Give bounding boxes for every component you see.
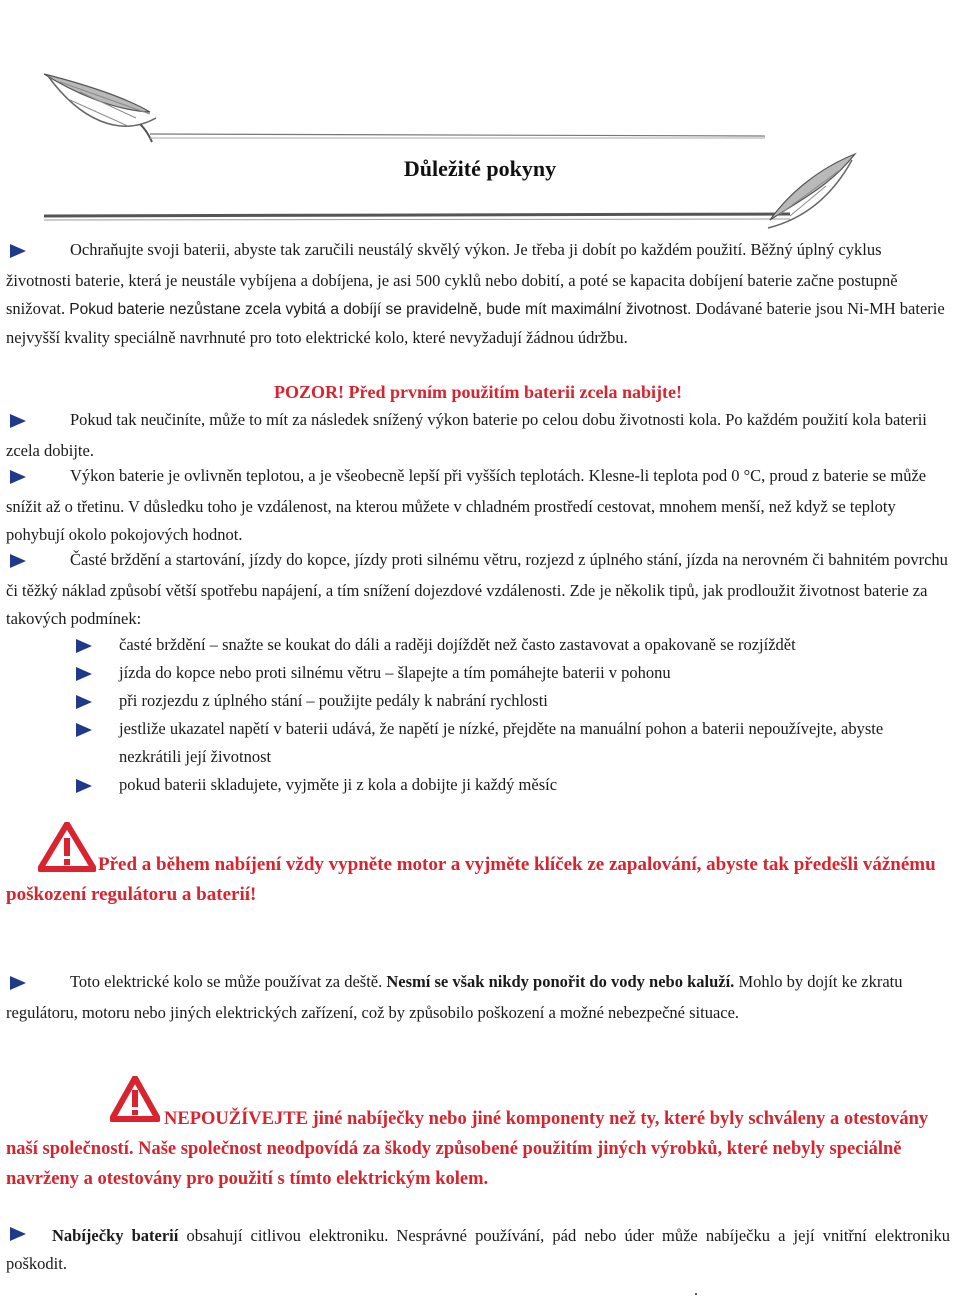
- pozor-notice: POZOR! Před prvním použitím baterii zcela nabijte!: [274, 382, 682, 402]
- page-title: Důležité pokyny: [403, 156, 557, 181]
- triangle-bullet-icon: [76, 667, 92, 681]
- paragraph-temperature: Výkon baterie je ovlivněn teplotou, a je všeobecně lepší při vyšších teplotách. Klesne-li teplota pod 0 °C, proud z baterie se může snížit až o třetinu. V důsledku toho je vzdálenost, na kterou můžete v chladném prostředí cestovat, mnohem menší, než když se teploty pohybují okolo pokojových hodnot.: [6, 462, 950, 549]
- triangle-bullet-icon: [76, 723, 92, 737]
- triangle-bullet-icon: [76, 779, 92, 793]
- quill-icon: [44, 74, 156, 142]
- footer-dot: .: [694, 1282, 698, 1299]
- paragraph-chargers: Nabíječky baterií obsahují citlivou elektroniku. Nesprávné používání, pád nebo úder může nabíječku a její vnitřní elektroniku poškodit.: [6, 1222, 950, 1278]
- warning-components: NEPOUŽÍVEJTE jiné nabíječky nebo jiné komponenty než ty, které byly schváleny a otestovány naší společností. Naše společnost neodpovídá za škody způsobené použitím jiných výrobků, které nebyly speciálně navrženy a otestovány pro použití s tímto elektrickým kolem.: [6, 1109, 929, 1189]
- paragraph-consumption: Časté brždění a startování, jízdy do kopce, jízdy proti silnému větru, rozjezd z úplného stání, jízda na nerovném či bahnitém povrchu či těžký náklad způsobí větší spotřebu napájení, a tím snížení dojezdové vzdálenosti. Zde je několik tipů, jak prodloužit životnost baterie za takových podmínek:: [6, 546, 950, 633]
- triangle-bullet-icon: [76, 639, 92, 653]
- paragraph-battery-care: Ochraňujte svoji baterii, abyste tak zaručili neustálý skvělý výkon. Je třeba ji dobít po každém použití. Běžný úplný cyklus životnosti baterie, která je neustále vybíjena a dobíjena, je asi 500 cyklů nebo dobití, a poté se kapacita dobíjení baterie začne postupně snižovat. Pokud baterie nezůstane zcela vybitá a dobíjí se pravidelně, bude mít maximální životnost. Dodávané baterie jsou Ni-MH baterie nejvyšší kvality speciálně navrhnuté pro toto elektrické kolo, které nevyžadují žádnou údržbu.: [6, 236, 950, 352]
- triangle-bullet-icon: [76, 695, 92, 709]
- list-item: jestliže ukazatel napětí v baterii udává, že napětí je nízké, přejděte na manuální pohon a baterii nepoužívejte, abyste nezkrátili její životnost: [76, 715, 946, 771]
- paragraph-rain: Toto elektrické kolo se může používat za deště. Nesmí se však nikdy ponořit do vody nebo kaluží. Mohlo by dojít ke zkratu regulátoru, motoru nebo jiných elektrických zařízení, což by způsobilo poškození a možné nebezpečné situace.: [6, 968, 950, 1027]
- list-item: při rozjezdu z úplného stání – použijte pedály k nabrání rychlosti: [76, 687, 946, 715]
- paragraph-full-charge: Pokud tak neučiníte, může to mít za následek snížený výkon baterie po celou dobu životnosti kola. Po každém použití kola baterii zcela dobijte.: [6, 406, 950, 465]
- triangle-bullet-icon: [6, 462, 70, 493]
- warning-charging: Před a během nabíjení vždy vypněte motor a vyjměte klíček ze zapalování, abyste tak předešli vážnému poškození regulátoru a baterií!: [6, 854, 936, 905]
- triangle-bullet-icon: [6, 406, 70, 437]
- header-decoration: [0, 0, 960, 240]
- quill-icon: [768, 154, 855, 228]
- list-item: časté brždění – snažte se koukat do dáli a raději dojíždět než často zastavovat a opakovaně se rozjíždět: [76, 631, 946, 659]
- triangle-bullet-icon: [6, 968, 70, 999]
- list-item: jízda do kopce nebo proti silnému větru – šlapejte a tím pomáhejte baterii v pohonu: [76, 659, 946, 687]
- triangle-bullet-icon: [6, 1222, 52, 1250]
- triangle-bullet-icon: [6, 236, 70, 267]
- list-item: pokud baterii skladujete, vyjměte ji z kola a dobijte ji každý měsíc: [76, 771, 946, 799]
- triangle-bullet-icon: [6, 546, 70, 577]
